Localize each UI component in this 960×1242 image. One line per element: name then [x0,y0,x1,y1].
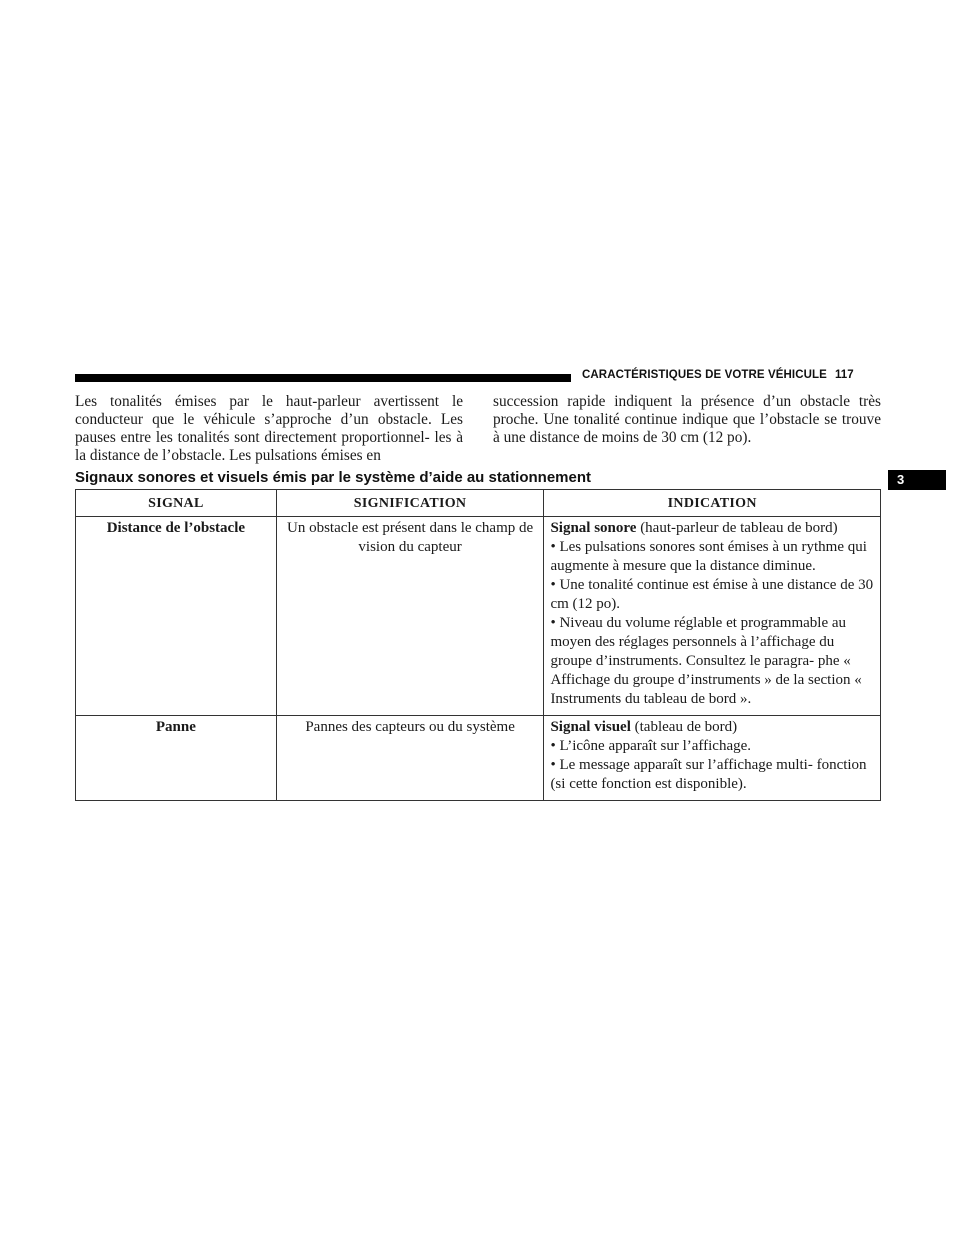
table-row [76,716,881,801]
header-section-title: CARACTÉRISTIQUES DE VOTRE VÉHICULE [582,369,827,381]
page-number: 117 [834,369,854,381]
indication-cell [544,716,881,801]
header-indication: INDICATION [544,490,881,517]
table-row [76,517,881,716]
indication-bullet: • Le message apparaît sur l’affichage multi- fonction (si cette fonction est disponible). [550,756,874,794]
indication-bullet: • Une tonalité continue est émise à une distance de 30 cm (12 po). [550,576,874,614]
signification-cell: Un obstacle est présent dans le champ de vision du capteur [276,517,544,716]
indication-source: (tableau de bord) [630,719,738,735]
intro-text [75,393,881,465]
indication-heading [550,519,874,538]
section-title: Signaux sonores et visuels émis par le système d’aide au stationnement [75,469,592,486]
intro-left-column: Les tonalités émises par le haut-parleur avertissent le conducteur que le véhicule s’approche d’un obstacle. Les pauses entre les tonalités sont directement proportionnel- les à la distance de l’obstacle. Les pulsations émises en [75,393,463,464]
signal-cell: Panne [76,716,277,801]
indication-bullet: • Niveau du volume réglable et programmable au moyen des réglages personnels à l’affichage du groupe d’instruments. Consultez le paragra- phe « Affichage du groupe d’instruments » de la section « Instruments du tableau de bord ». [550,614,874,709]
indication-bullet: • Les pulsations sonores sont émises à un rythme qui augmente à mesure que la distance diminue. [550,538,874,576]
signal-cell: Distance de l’obstacle [76,517,277,716]
chapter-tab: 3 [888,470,946,490]
indication-type: Signal visuel [550,719,631,735]
indication-source: (haut-parleur de tableau de bord) [636,520,838,536]
header-signification: SIGNIFICATION [276,490,544,517]
header-signal: SIGNAL [76,490,277,517]
header-rule [75,374,571,382]
table-header-row [76,490,881,517]
running-header [582,369,854,381]
signification-cell: Pannes des capteurs ou du système [276,716,544,801]
signals-table [75,489,881,801]
indication-bullet: • L’icône apparaît sur l’affichage. [550,737,874,756]
intro-right-column: succession rapide indiquent la présence d’un obstacle très proche. Une tonalité continue indique que l’obstacle se trouve à une distance de moins de 30 cm (12 po). [493,393,881,446]
indication-type: Signal sonore [550,520,637,536]
indication-cell [544,517,881,716]
indication-heading [550,718,874,737]
